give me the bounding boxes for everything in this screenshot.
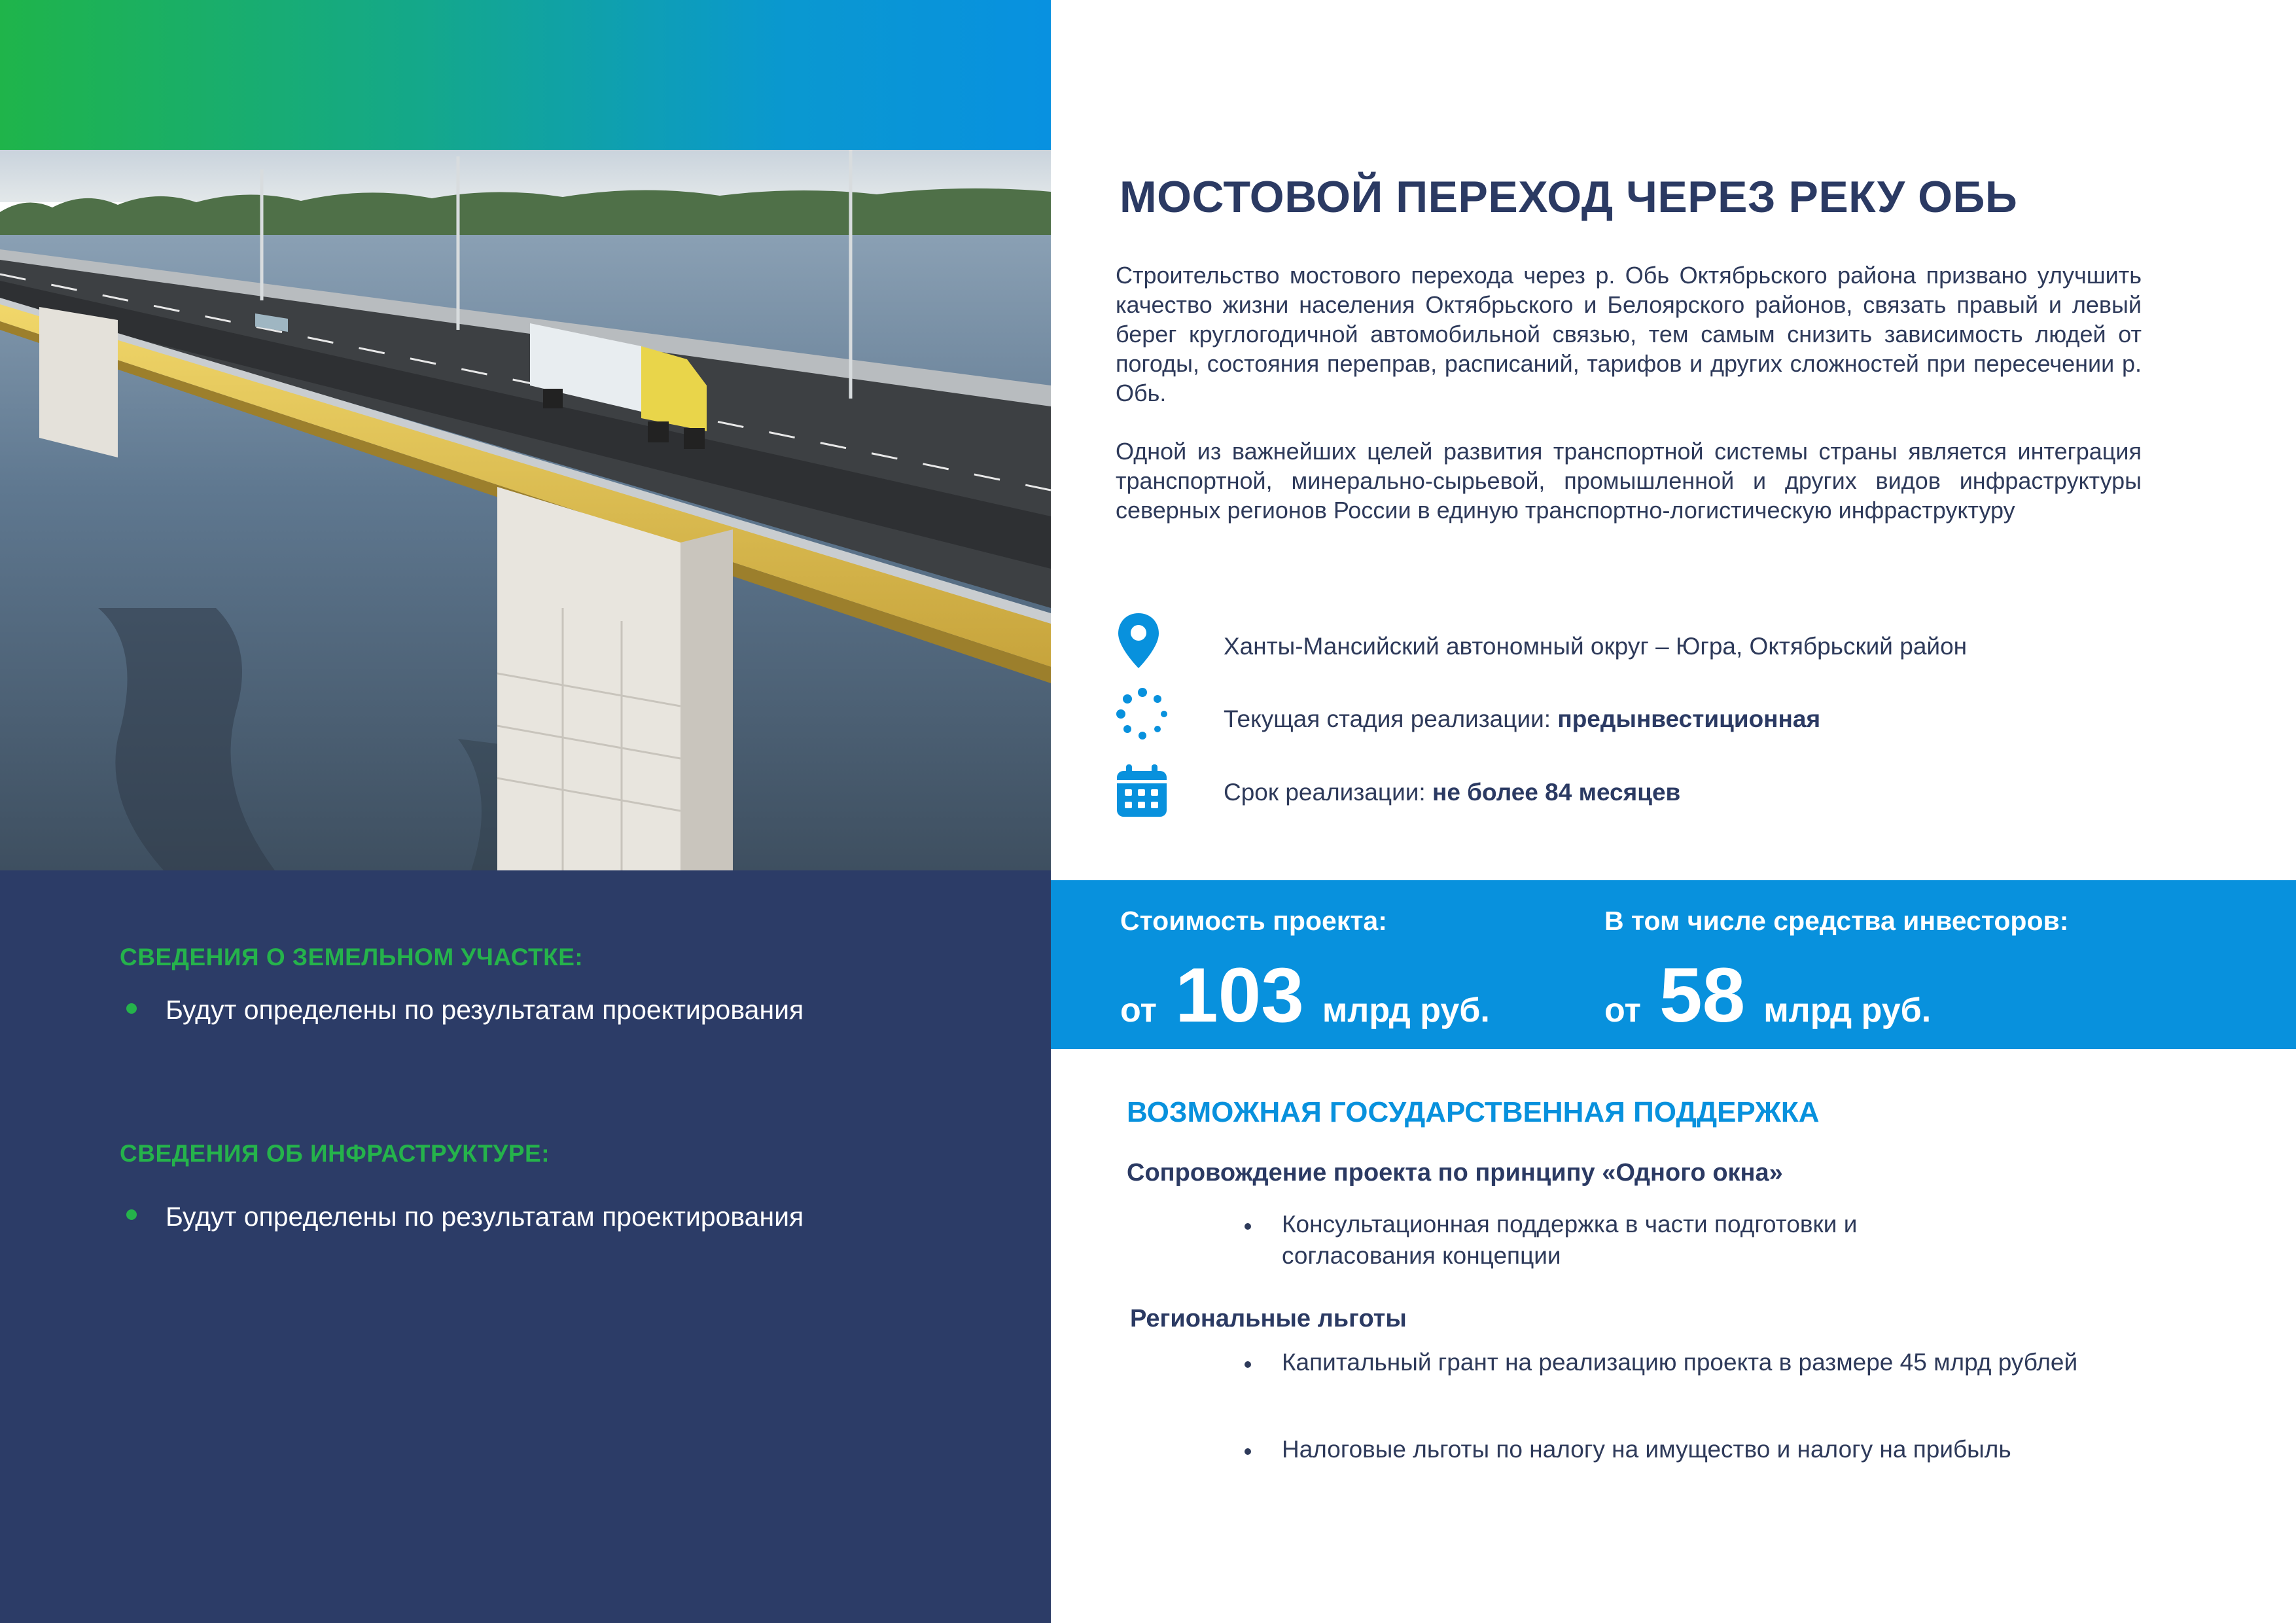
- one-window-heading: Сопровождение проекта по принципу «Одного окна»: [1127, 1159, 1783, 1186]
- term-label: Срок реализации:: [1224, 779, 1432, 806]
- cost-bar: [1051, 880, 2296, 1049]
- project-cost-amount: 103: [1174, 952, 1304, 1039]
- description-paragraph-1: Строительство мостового перехода через р. Обь Октябрьского района призвано улучшить качество жизни населения Октябрьского и Белоярского районов, связать правый и левый берег круглогодичной автомобильной связью, тем самым снизить зависимость людей от погоды, состояния переправ, расписаний, тарифов и других сложностей при пересечении р. Обь.: [1116, 262, 2142, 406]
- land-heading: СВЕДЕНИЯ О ЗЕМЕЛЬНОМ УЧАСТКЕ:: [120, 944, 584, 971]
- top-gradient-band: [0, 0, 1051, 150]
- stage-row: [1224, 705, 1820, 733]
- infrastructure-bullet: [126, 1209, 137, 1220]
- regional-bullet-1: [1245, 1361, 1251, 1368]
- one-window-item: Консультационная поддержка в части подготовки и согласования концепции: [1282, 1211, 1858, 1269]
- page-title: МОСТОВОЙ ПЕРЕХОД ЧЕРЕЗ РЕКУ ОБЬ: [1120, 172, 2018, 222]
- regional-item-2: Налоговые льготы по налогу на имущество и налогу на прибыль: [1282, 1436, 2011, 1463]
- project-cost-value: [1120, 951, 1490, 1040]
- investors-cost-unit: млрд руб.: [1763, 991, 1932, 1029]
- loading-dots-icon: [1116, 687, 1169, 741]
- investors-cost-amount: 58: [1659, 952, 1746, 1039]
- calendar-icon: [1116, 764, 1168, 818]
- land-item: Будут определены по результатам проектирования: [166, 995, 804, 1025]
- infrastructure-heading: СВЕДЕНИЯ ОБ ИНФРАСТРУКТУРЕ:: [120, 1140, 550, 1167]
- project-cost-prefix: от: [1120, 991, 1157, 1029]
- investors-cost-label: В том числе средства инвесторов:: [1604, 906, 2069, 936]
- description-paragraph-2: Одной из важнейших целей развития транспортной системы страны является интеграция транспортной, минерально-сырьевой, промышленной и других видов инфраструктуры северных регионов России в единую транспортно-логистическую инфраструктуру: [1116, 438, 2142, 524]
- regional-heading: Региональные льготы: [1130, 1305, 1407, 1332]
- term-row: [1224, 779, 1680, 806]
- project-cost-unit: млрд руб.: [1322, 991, 1490, 1029]
- bridge-photo: [0, 150, 1051, 870]
- one-window-bullet: [1245, 1223, 1251, 1230]
- stage-value: предынвестиционная: [1557, 705, 1821, 732]
- investors-cost-value: [1604, 951, 1931, 1040]
- stage-label: Текущая стадия реализации:: [1224, 705, 1558, 732]
- regional-item-1: Капитальный грант на реализацию проекта в размере 45 млрд рублей: [1282, 1349, 2078, 1376]
- left-info-panel: [0, 870, 1051, 1623]
- location-text: Ханты-Мансийский автономный округ – Югра, Октябрьский район: [1224, 633, 1968, 660]
- support-title: ВОЗМОЖНАЯ ГОСУДАРСТВЕННАЯ ПОДДЕРЖКА: [1127, 1096, 1820, 1128]
- term-value: не более 84 месяцев: [1432, 779, 1681, 806]
- infrastructure-item: Будут определены по результатам проектирования: [166, 1202, 804, 1232]
- project-cost-label: Стоимость проекта:: [1120, 906, 1387, 936]
- investors-cost-prefix: от: [1604, 991, 1641, 1029]
- land-bullet: [126, 1003, 137, 1014]
- location-pin-icon: [1116, 612, 1161, 669]
- regional-bullet-2: [1245, 1448, 1251, 1455]
